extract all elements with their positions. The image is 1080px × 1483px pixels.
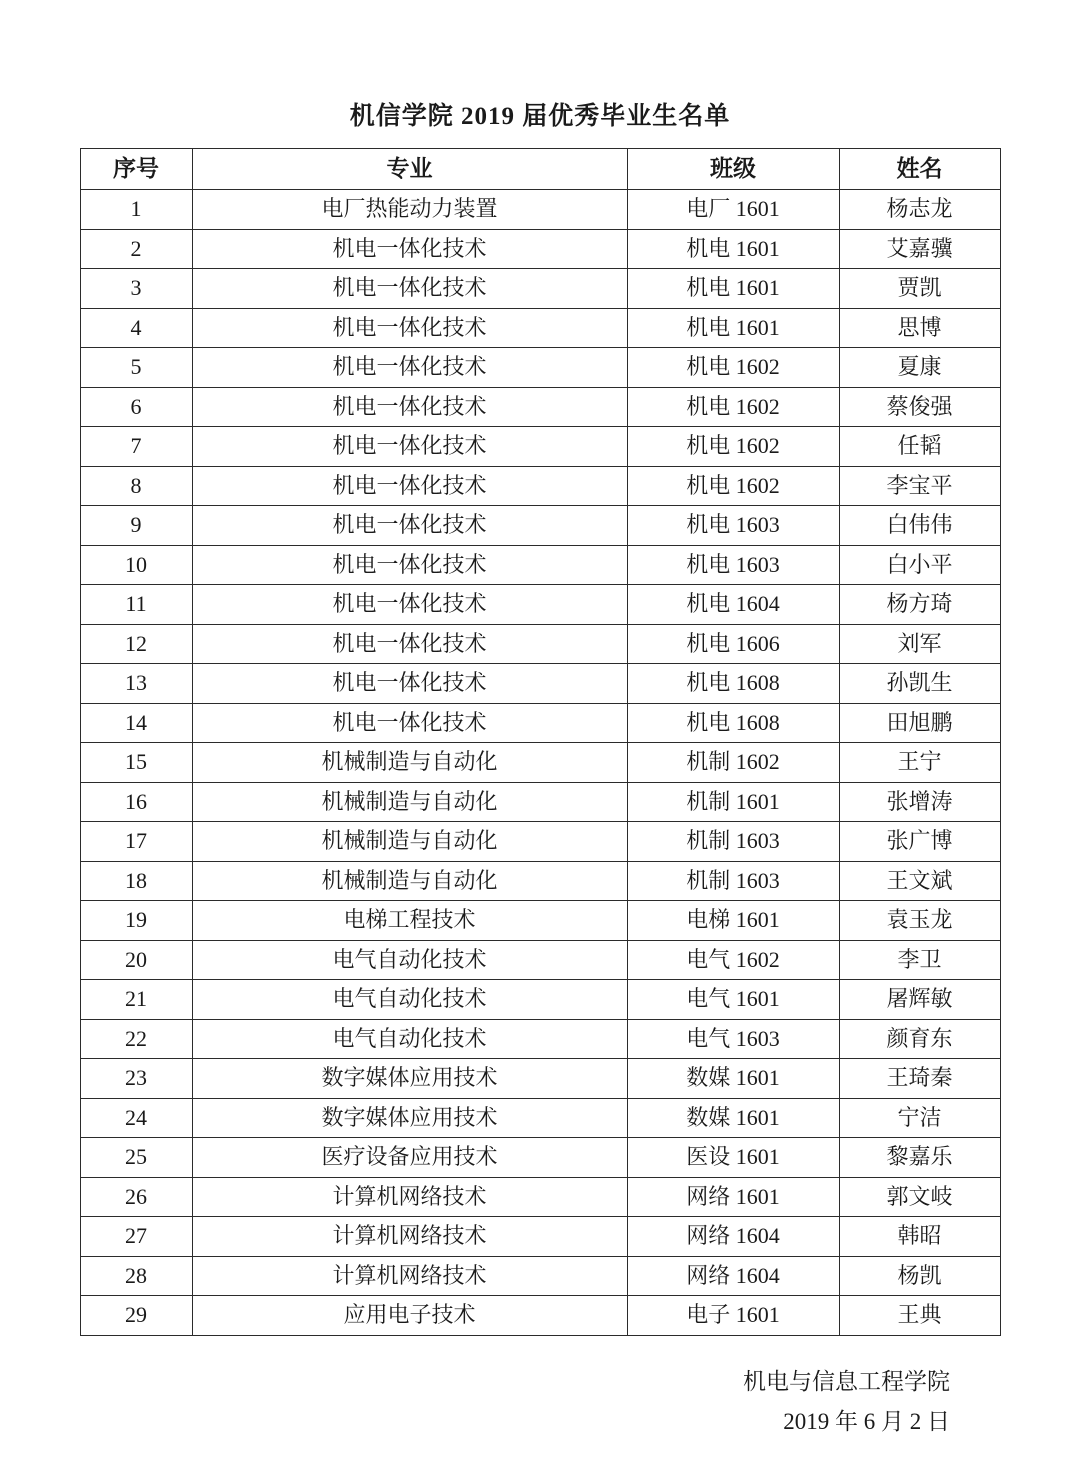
cell-index: 29 — [80, 1296, 192, 1336]
cell-index: 7 — [80, 427, 192, 467]
cell-index: 27 — [80, 1217, 192, 1257]
signature-date: 2019 年 6 月 2 日 — [783, 1408, 950, 1434]
table-row — [80, 624, 1000, 664]
table-row — [80, 1138, 1000, 1178]
cell-major: 机械制造与自动化 — [192, 743, 627, 783]
cell-name: 田旭鹏 — [839, 703, 1000, 743]
cell-class: 数媒 1601 — [627, 1098, 839, 1138]
table-row — [80, 506, 1000, 546]
cell-name: 思博 — [839, 308, 1000, 348]
table-row — [80, 743, 1000, 783]
table-row — [80, 585, 1000, 625]
cell-class: 机制 1601 — [627, 782, 839, 822]
cell-class: 网络 1604 — [627, 1217, 839, 1257]
cell-major: 电气自动化技术 — [192, 1019, 627, 1059]
cell-major: 机电一体化技术 — [192, 703, 627, 743]
table-body — [80, 190, 1000, 1336]
cell-index: 3 — [80, 269, 192, 309]
cell-index: 28 — [80, 1256, 192, 1296]
cell-class: 医设 1601 — [627, 1138, 839, 1178]
cell-class: 机电 1601 — [627, 229, 839, 269]
cell-class: 电子 1601 — [627, 1296, 839, 1336]
cell-major: 电厂热能动力装置 — [192, 190, 627, 230]
cell-class: 机电 1602 — [627, 348, 839, 388]
cell-class: 机电 1602 — [627, 466, 839, 506]
cell-name: 宁洁 — [839, 1098, 1000, 1138]
cell-name: 李卫 — [839, 940, 1000, 980]
cell-index: 2 — [80, 229, 192, 269]
cell-name: 刘军 — [839, 624, 1000, 664]
cell-index: 22 — [80, 1019, 192, 1059]
table-row — [80, 229, 1000, 269]
table-header-row — [80, 149, 1000, 190]
cell-name: 李宝平 — [839, 466, 1000, 506]
cell-index: 4 — [80, 308, 192, 348]
column-header-index: 序号 — [80, 149, 192, 190]
cell-name: 韩昭 — [839, 1217, 1000, 1257]
cell-index: 6 — [80, 387, 192, 427]
cell-index: 26 — [80, 1177, 192, 1217]
table-header — [80, 149, 1000, 190]
cell-index: 13 — [80, 664, 192, 704]
table-row — [80, 1177, 1000, 1217]
graduates-table — [80, 148, 1001, 1336]
cell-index: 14 — [80, 703, 192, 743]
cell-index: 1 — [80, 190, 192, 230]
table-row — [80, 348, 1000, 388]
table-row — [80, 940, 1000, 980]
cell-class: 机制 1603 — [627, 861, 839, 901]
table-row — [80, 1059, 1000, 1099]
cell-index: 21 — [80, 980, 192, 1020]
cell-major: 机械制造与自动化 — [192, 822, 627, 862]
cell-index: 24 — [80, 1098, 192, 1138]
column-header-name: 姓名 — [839, 149, 1000, 190]
cell-major: 机电一体化技术 — [192, 506, 627, 546]
table-row — [80, 664, 1000, 704]
cell-major: 数字媒体应用技术 — [192, 1098, 627, 1138]
table-row — [80, 1019, 1000, 1059]
cell-name: 贾凯 — [839, 269, 1000, 309]
cell-index: 5 — [80, 348, 192, 388]
cell-class: 电厂 1601 — [627, 190, 839, 230]
cell-name: 王典 — [839, 1296, 1000, 1336]
cell-index: 16 — [80, 782, 192, 822]
table-row — [80, 980, 1000, 1020]
cell-index: 12 — [80, 624, 192, 664]
cell-class: 机电 1608 — [627, 664, 839, 704]
table-row — [80, 427, 1000, 467]
cell-major: 计算机网络技术 — [192, 1256, 627, 1296]
cell-class: 电气 1603 — [627, 1019, 839, 1059]
cell-name: 王文斌 — [839, 861, 1000, 901]
cell-major: 机电一体化技术 — [192, 427, 627, 467]
cell-class: 机电 1602 — [627, 427, 839, 467]
cell-major: 计算机网络技术 — [192, 1217, 627, 1257]
cell-major: 电梯工程技术 — [192, 901, 627, 941]
table-row — [80, 466, 1000, 506]
cell-major: 电气自动化技术 — [192, 940, 627, 980]
cell-major: 机械制造与自动化 — [192, 861, 627, 901]
cell-major: 医疗设备应用技术 — [192, 1138, 627, 1178]
cell-major: 机电一体化技术 — [192, 269, 627, 309]
cell-class: 网络 1601 — [627, 1177, 839, 1217]
cell-class: 机电 1603 — [627, 506, 839, 546]
cell-name: 白小平 — [839, 545, 1000, 585]
cell-class: 电梯 1601 — [627, 901, 839, 941]
cell-class: 机制 1602 — [627, 743, 839, 783]
cell-class: 数媒 1601 — [627, 1059, 839, 1099]
cell-class: 机电 1601 — [627, 269, 839, 309]
cell-index: 20 — [80, 940, 192, 980]
cell-major: 机电一体化技术 — [192, 387, 627, 427]
cell-index: 15 — [80, 743, 192, 783]
cell-class: 机电 1601 — [627, 308, 839, 348]
table-row — [80, 545, 1000, 585]
cell-major: 机械制造与自动化 — [192, 782, 627, 822]
table-row — [80, 861, 1000, 901]
cell-name: 王琦秦 — [839, 1059, 1000, 1099]
cell-class: 电气 1601 — [627, 980, 839, 1020]
cell-name: 白伟伟 — [839, 506, 1000, 546]
cell-major: 机电一体化技术 — [192, 466, 627, 506]
table-row — [80, 269, 1000, 309]
cell-name: 任韬 — [839, 427, 1000, 467]
cell-index: 11 — [80, 585, 192, 625]
cell-index: 8 — [80, 466, 192, 506]
table-row — [80, 190, 1000, 230]
cell-class: 机电 1606 — [627, 624, 839, 664]
cell-major: 机电一体化技术 — [192, 664, 627, 704]
cell-name: 黎嘉乐 — [839, 1138, 1000, 1178]
cell-name: 张增涛 — [839, 782, 1000, 822]
table-row — [80, 782, 1000, 822]
cell-major: 应用电子技术 — [192, 1296, 627, 1336]
cell-name: 颜育东 — [839, 1019, 1000, 1059]
cell-index: 19 — [80, 901, 192, 941]
cell-name: 张广博 — [839, 822, 1000, 862]
cell-name: 杨志龙 — [839, 190, 1000, 230]
cell-index: 10 — [80, 545, 192, 585]
cell-class: 机制 1603 — [627, 822, 839, 862]
cell-class: 网络 1604 — [627, 1256, 839, 1296]
cell-index: 9 — [80, 506, 192, 546]
table-row — [80, 1296, 1000, 1336]
column-header-major: 专业 — [192, 149, 627, 190]
table-row — [80, 901, 1000, 941]
table-row — [80, 387, 1000, 427]
cell-name: 王宁 — [839, 743, 1000, 783]
table-row — [80, 1098, 1000, 1138]
cell-class: 机电 1603 — [627, 545, 839, 585]
cell-name: 袁玉龙 — [839, 901, 1000, 941]
cell-name: 蔡俊强 — [839, 387, 1000, 427]
table-row — [80, 308, 1000, 348]
cell-index: 23 — [80, 1059, 192, 1099]
table-row — [80, 703, 1000, 743]
cell-major: 机电一体化技术 — [192, 348, 627, 388]
cell-major: 机电一体化技术 — [192, 545, 627, 585]
cell-index: 18 — [80, 861, 192, 901]
cell-name: 杨凯 — [839, 1256, 1000, 1296]
cell-major: 电气自动化技术 — [192, 980, 627, 1020]
cell-major: 机电一体化技术 — [192, 308, 627, 348]
cell-major: 机电一体化技术 — [192, 624, 627, 664]
cell-major: 计算机网络技术 — [192, 1177, 627, 1217]
cell-class: 机电 1604 — [627, 585, 839, 625]
page-title: 机信学院 2019 届优秀毕业生名单 — [349, 103, 731, 130]
column-header-class: 班级 — [627, 149, 839, 190]
cell-major: 机电一体化技术 — [192, 229, 627, 269]
cell-class: 机电 1602 — [627, 387, 839, 427]
signature-block — [62, 1362, 956, 1443]
table-row — [80, 822, 1000, 862]
cell-class: 机电 1608 — [627, 703, 839, 743]
cell-name: 夏康 — [839, 348, 1000, 388]
cell-name: 孙凯生 — [839, 664, 1000, 704]
cell-name: 屠辉敏 — [839, 980, 1000, 1020]
table-row — [80, 1217, 1000, 1257]
cell-name: 杨方琦 — [839, 585, 1000, 625]
table-row — [80, 1256, 1000, 1296]
cell-name: 郭文岐 — [839, 1177, 1000, 1217]
cell-index: 25 — [80, 1138, 192, 1178]
signature-organization: 机电与信息工程学院 — [743, 1368, 950, 1394]
cell-major: 数字媒体应用技术 — [192, 1059, 627, 1099]
cell-class: 电气 1602 — [627, 940, 839, 980]
cell-index: 17 — [80, 822, 192, 862]
cell-name: 艾嘉骥 — [839, 229, 1000, 269]
cell-major: 机电一体化技术 — [192, 585, 627, 625]
